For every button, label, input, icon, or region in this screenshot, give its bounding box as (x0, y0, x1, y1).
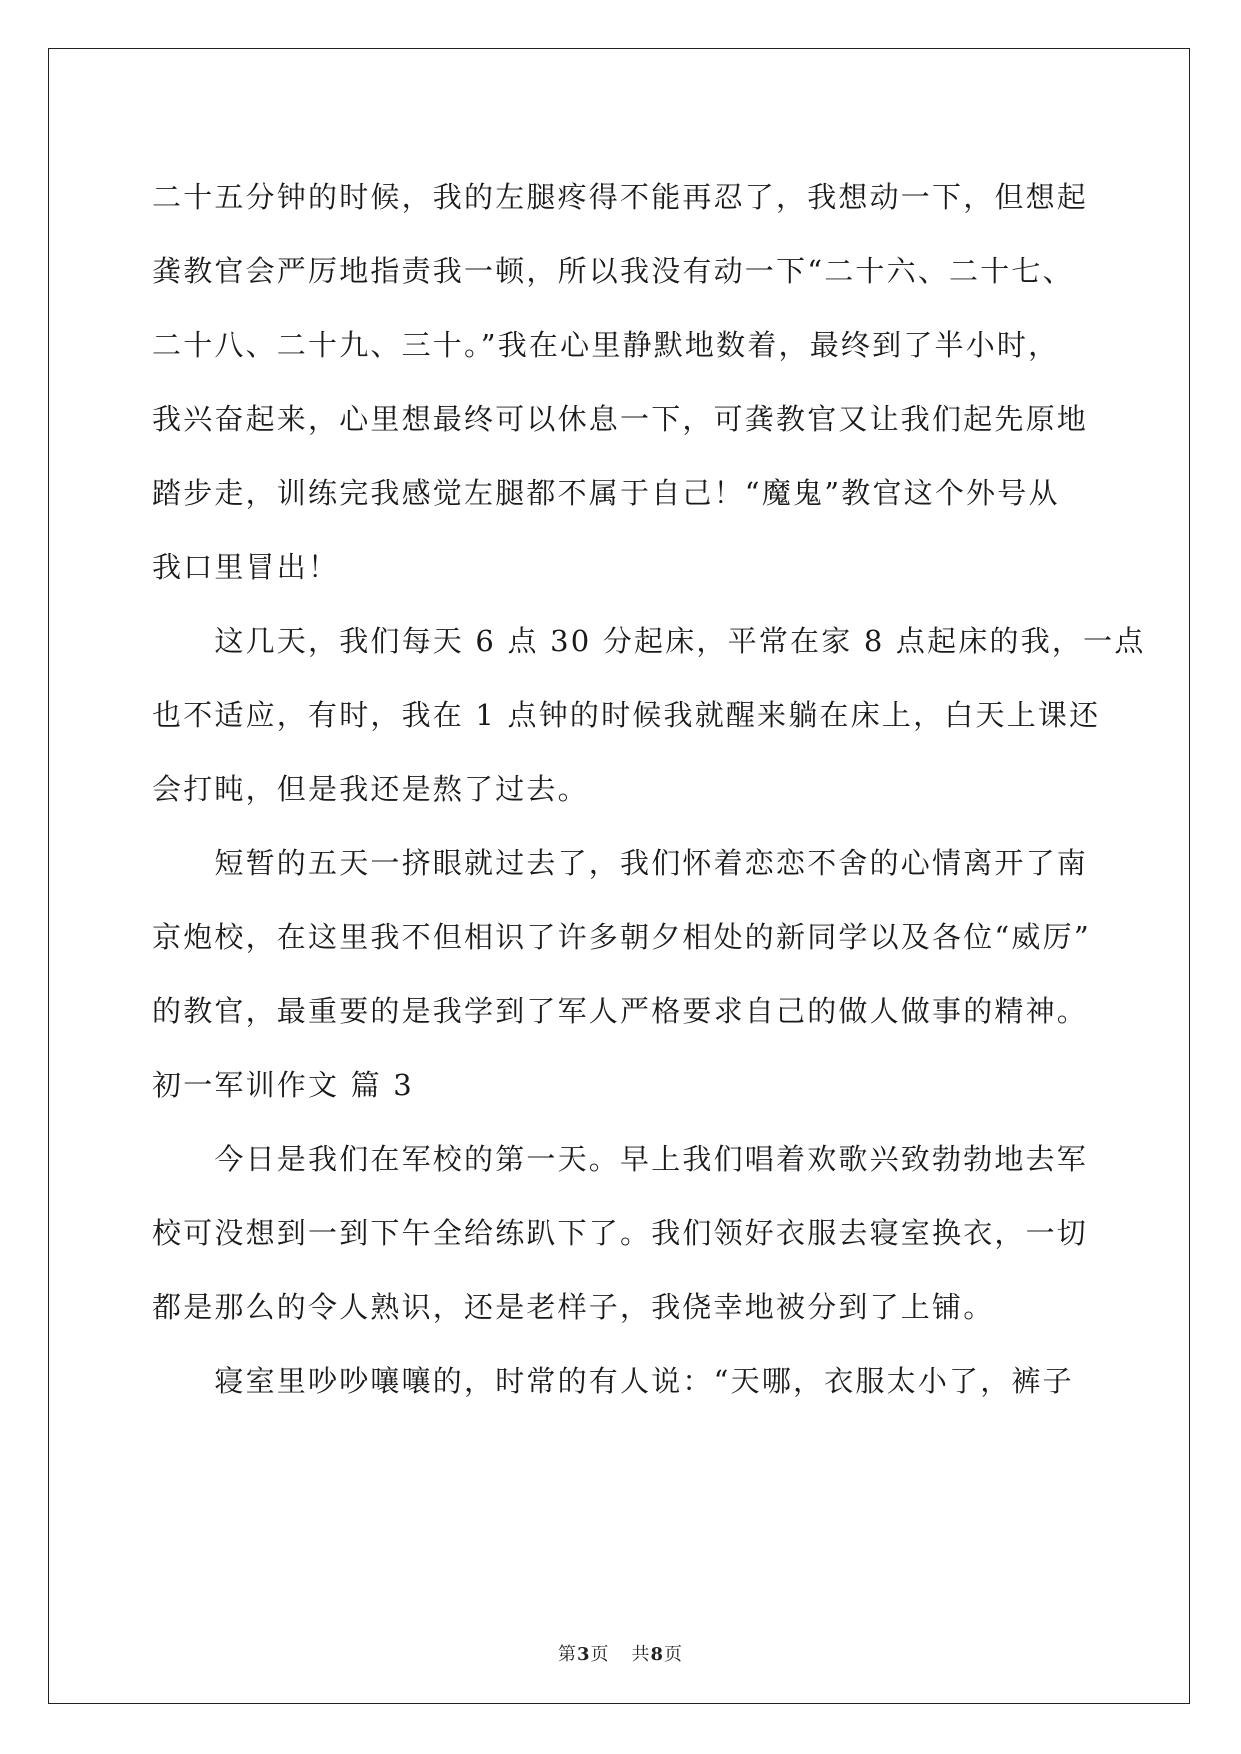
text-line: 我口里冒出！ (152, 550, 340, 584)
text-line: 校可没想到一到下午全给练趴下了。我们领好衣服去寝室换衣，一切 (152, 1216, 1089, 1250)
text-line: 这几天，我们每天 6 点 30 分起床，平常在家 8 点起床的我，一点 (152, 624, 1146, 658)
text-line: 会打盹，但是我还是熬了过去。 (152, 772, 589, 806)
text-line: 今日是我们在军校的第一天。早上我们唱着欢歌兴致勃勃地去军 (152, 1142, 1089, 1176)
text-line: 的教官，最重要的是我学到了军人严格要求自己的做人做事的精神。 (152, 994, 1089, 1028)
text-line: 都是那么的令人熟识，还是老样子，我侥幸地被分到了上铺。 (152, 1290, 995, 1324)
text-line: 踏步走，训练完我感觉左腿都不属于自己！“魔鬼”教官这个外号从 (152, 476, 1060, 510)
total-pages: 8 (650, 1644, 665, 1665)
text-line: 京炮校，在这里我不但相识了许多朝夕相处的新同学以及各位“威厉” (152, 920, 1091, 954)
text-line: 二十五分钟的时候，我的左腿疼得不能再忍了，我想动一下，但想起 (152, 180, 1089, 214)
page-suffix: 页 (590, 1644, 610, 1665)
text-line: 我兴奋起来，心里想最终可以休息一下，可龚教官又让我们起先原地 (152, 402, 1089, 436)
text-line: 也不适应，有时，我在 1 点钟的时候我就醒来躺在床上，白天上课还 (152, 698, 1101, 732)
page-footer (0, 1640, 1241, 1666)
page-number: 3 (576, 1644, 591, 1665)
text-line: 短暂的五天一挤眼就过去了，我们怀着恋恋不舍的心情离开了南 (152, 846, 1089, 880)
total-prefix: 共 (631, 1644, 651, 1665)
text-line: 寝室里吵吵嚷嚷的，时常的有人说：“天哪，衣服太小了，裤子 (152, 1364, 1074, 1398)
page-prefix: 第 (557, 1644, 577, 1665)
text-line: 龚教官会严厉地指责我一顿，所以我没有动一下“二十六、二十七、 (152, 254, 1074, 288)
section-heading: 初一军训作文 篇 3 (152, 1068, 414, 1102)
text-line: 二十八、二十九、三十。”我在心里静默地数着，最终到了半小时， (152, 328, 1060, 362)
total-suffix: 页 (664, 1644, 684, 1665)
document-body (152, 160, 1146, 1418)
